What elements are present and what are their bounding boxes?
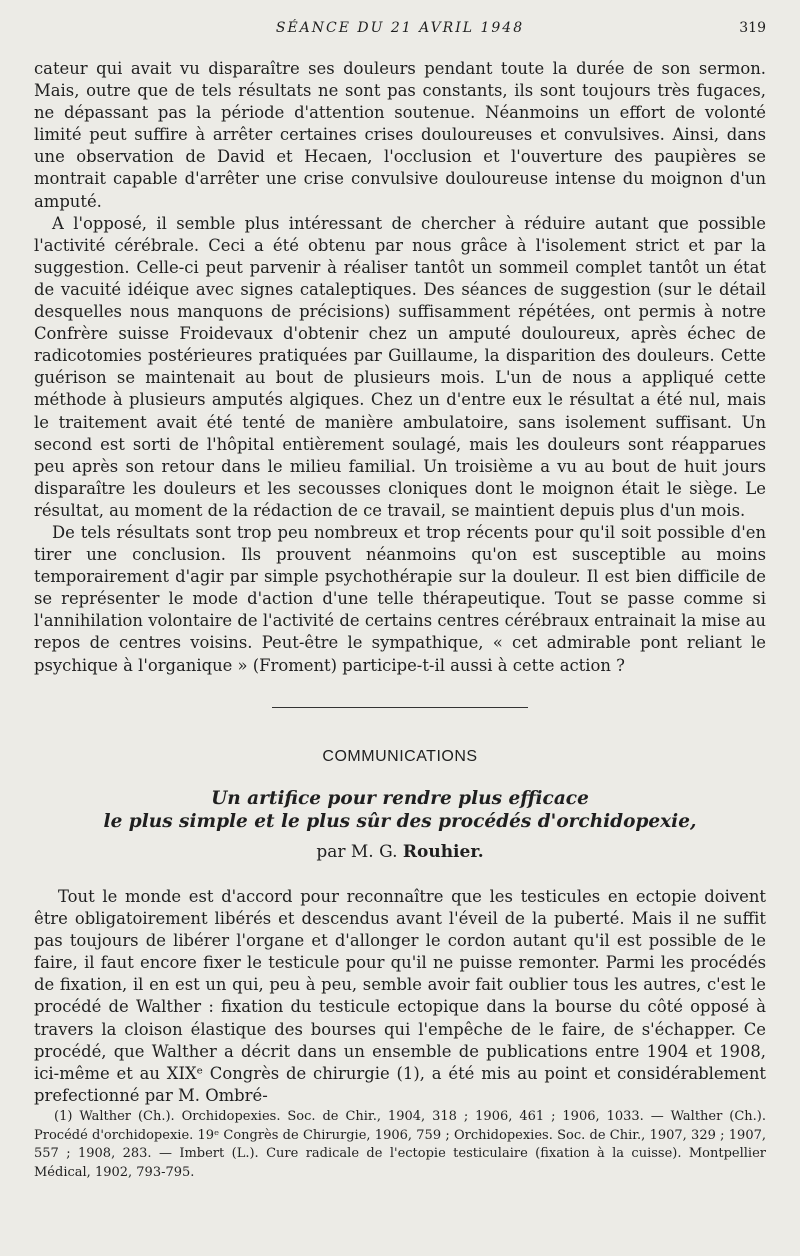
running-title: SÉANCE DU 21 AVRIL 1948 xyxy=(275,20,525,36)
communications-heading: COMMUNICATIONS xyxy=(322,748,478,765)
article-title-line: le plus simple et le plus sûr des procédés d'orchidopexie, xyxy=(103,811,697,832)
footnote xyxy=(34,1108,766,1182)
article-title xyxy=(34,787,766,833)
section-divider xyxy=(272,707,528,708)
article-author xyxy=(0,842,800,862)
paragraph: A l'opposé, il semble plus intéressant de chercher à réduire autant que possible l'activité cérébrale. Ceci a été obtenu par nous grâce à l'isolement strict et par la suggestion. Celle-ci peut parvenir à réaliser tantôt un sommeil complet tantôt un état de vacuité idéique avec signes cataleptiques. Des séances de suggestion (sur le détail desquelles nous manquons de précisions) suffisamment répétées, ont permis à notre Confrère suisse Froidevaux d'obtenir chez un amputé douloureux, après échec de radicotomies postérieures pratiquées par Guillaume, la disparition des douleurs. Cette guérison se maintenait au bout de plusieurs mois. L'un de nous a appliqué cette méthode à plusieurs amputés algiques. Chez un d'entre eux le résultat a été nul, mais le traitement avait été tenté de manière ambulatoire, sans isolement suffisant. Un second est sorti de l'hôpital entièrement soulagé, mais les douleurs sont réapparues peu après son retour dans le milieu familial. Un troisième a vu au bout de huit jours disparaître les douleurs et les secousses cloniques dont le moignon était le siège. Le résultat, au moment de la rédaction de ce travail, se maintient depuis plus d'un mois. xyxy=(34,213,766,520)
running-head xyxy=(34,20,766,36)
article-title-line: Un artifice pour rendre plus efficace xyxy=(211,788,589,809)
paragraph: Tout le monde est d'accord pour reconnaître que les testicules en ectopie doivent être obligatoirement libérés et descendus avant l'éveil de la puberté. Mais il ne suffit pas toujours de libérer l'organe et d'allonger le cordon autant qu'il est possible de le faire, il faut encore fixer le testicule pour qu'il ne puisse remonter. Parmi les procédés de fixation, il en est un qui, peu à peu, semble avoir fait oublier tous les autres, c'est le procédé de Walther : fixation du testicule ectopique dans la bourse du côté opposé à travers la cloison élastique des bourses qui l'empêche de le faire, de s'échapper. Ce procédé, que Walther a décrit dans un ensemble de publications entre 1904 et 1908, ici-même et au XIXᵉ Congrès de chirurgie (1), a été mis au point et considérablement prefectionné par M. Ombré- xyxy=(34,887,766,1105)
paragraph-continued: cateur qui avait vu disparaître ses douleurs pendant toute la durée de son sermon. Mais, outre que de tels résultats ne sont pas constants, ils sont toujours très fugaces, ne dépassant pas la période d'attention soutenue. Néanmoins un effort de volonté limité peut suffire à arrêter certaines crises douloureuses et convulsives. Ainsi, dans une observation de David et Hecaen, l'occlusion et l'ouverture des paupières se montrait capable d'arrêter une crise convulsive douloureuse intense du moignon d'un amputé. xyxy=(34,59,766,211)
author-name: Rouhier. xyxy=(402,842,484,862)
article-body xyxy=(34,886,766,1107)
author-prefix: par M. G. xyxy=(316,842,398,862)
paragraph: De tels résultats sont trop peu nombreux et trop récents pour qu'il soit possible d'en tirer une conclusion. Ils prouvent néanmoins qu'on est susceptible au moins temporairement d'agir par simple psychothérapie sur la douleur. Il est bien difficile de se représenter le mode d'action d'une telle thérapeutique. Tout se passe comme si l'annihilation volontaire de l'activité de certains centres cérébraux entrainait la mise au repos de centres voisins. Peut-être le sympathique, « cet admirable pont reliant le psychique à l'organique » (Froment) participe-t-il aussi à cette action ? xyxy=(34,522,766,675)
page-number: 319 xyxy=(739,20,766,36)
footnote-text: (1) Walther (Ch.). Orchidopexies. Soc. de Chir., 1904, 318 ; 1906, 461 ; 1906, 1033. — Walther (Ch.). Procédé d'orchidopexie. 19ᵉ Congrès de Chirurgie, 1906, 759 ; Orchidopexies. Soc. de Chir., 1907, 329 ; 1907, 557 ; 1908, 283. — Imbert (L.). Cure radicale de l'ectopie testiculaire (fixation à la cuisse). Montpellier Médical, 1902, 793-795. xyxy=(34,1109,766,1180)
section-text xyxy=(34,58,766,677)
